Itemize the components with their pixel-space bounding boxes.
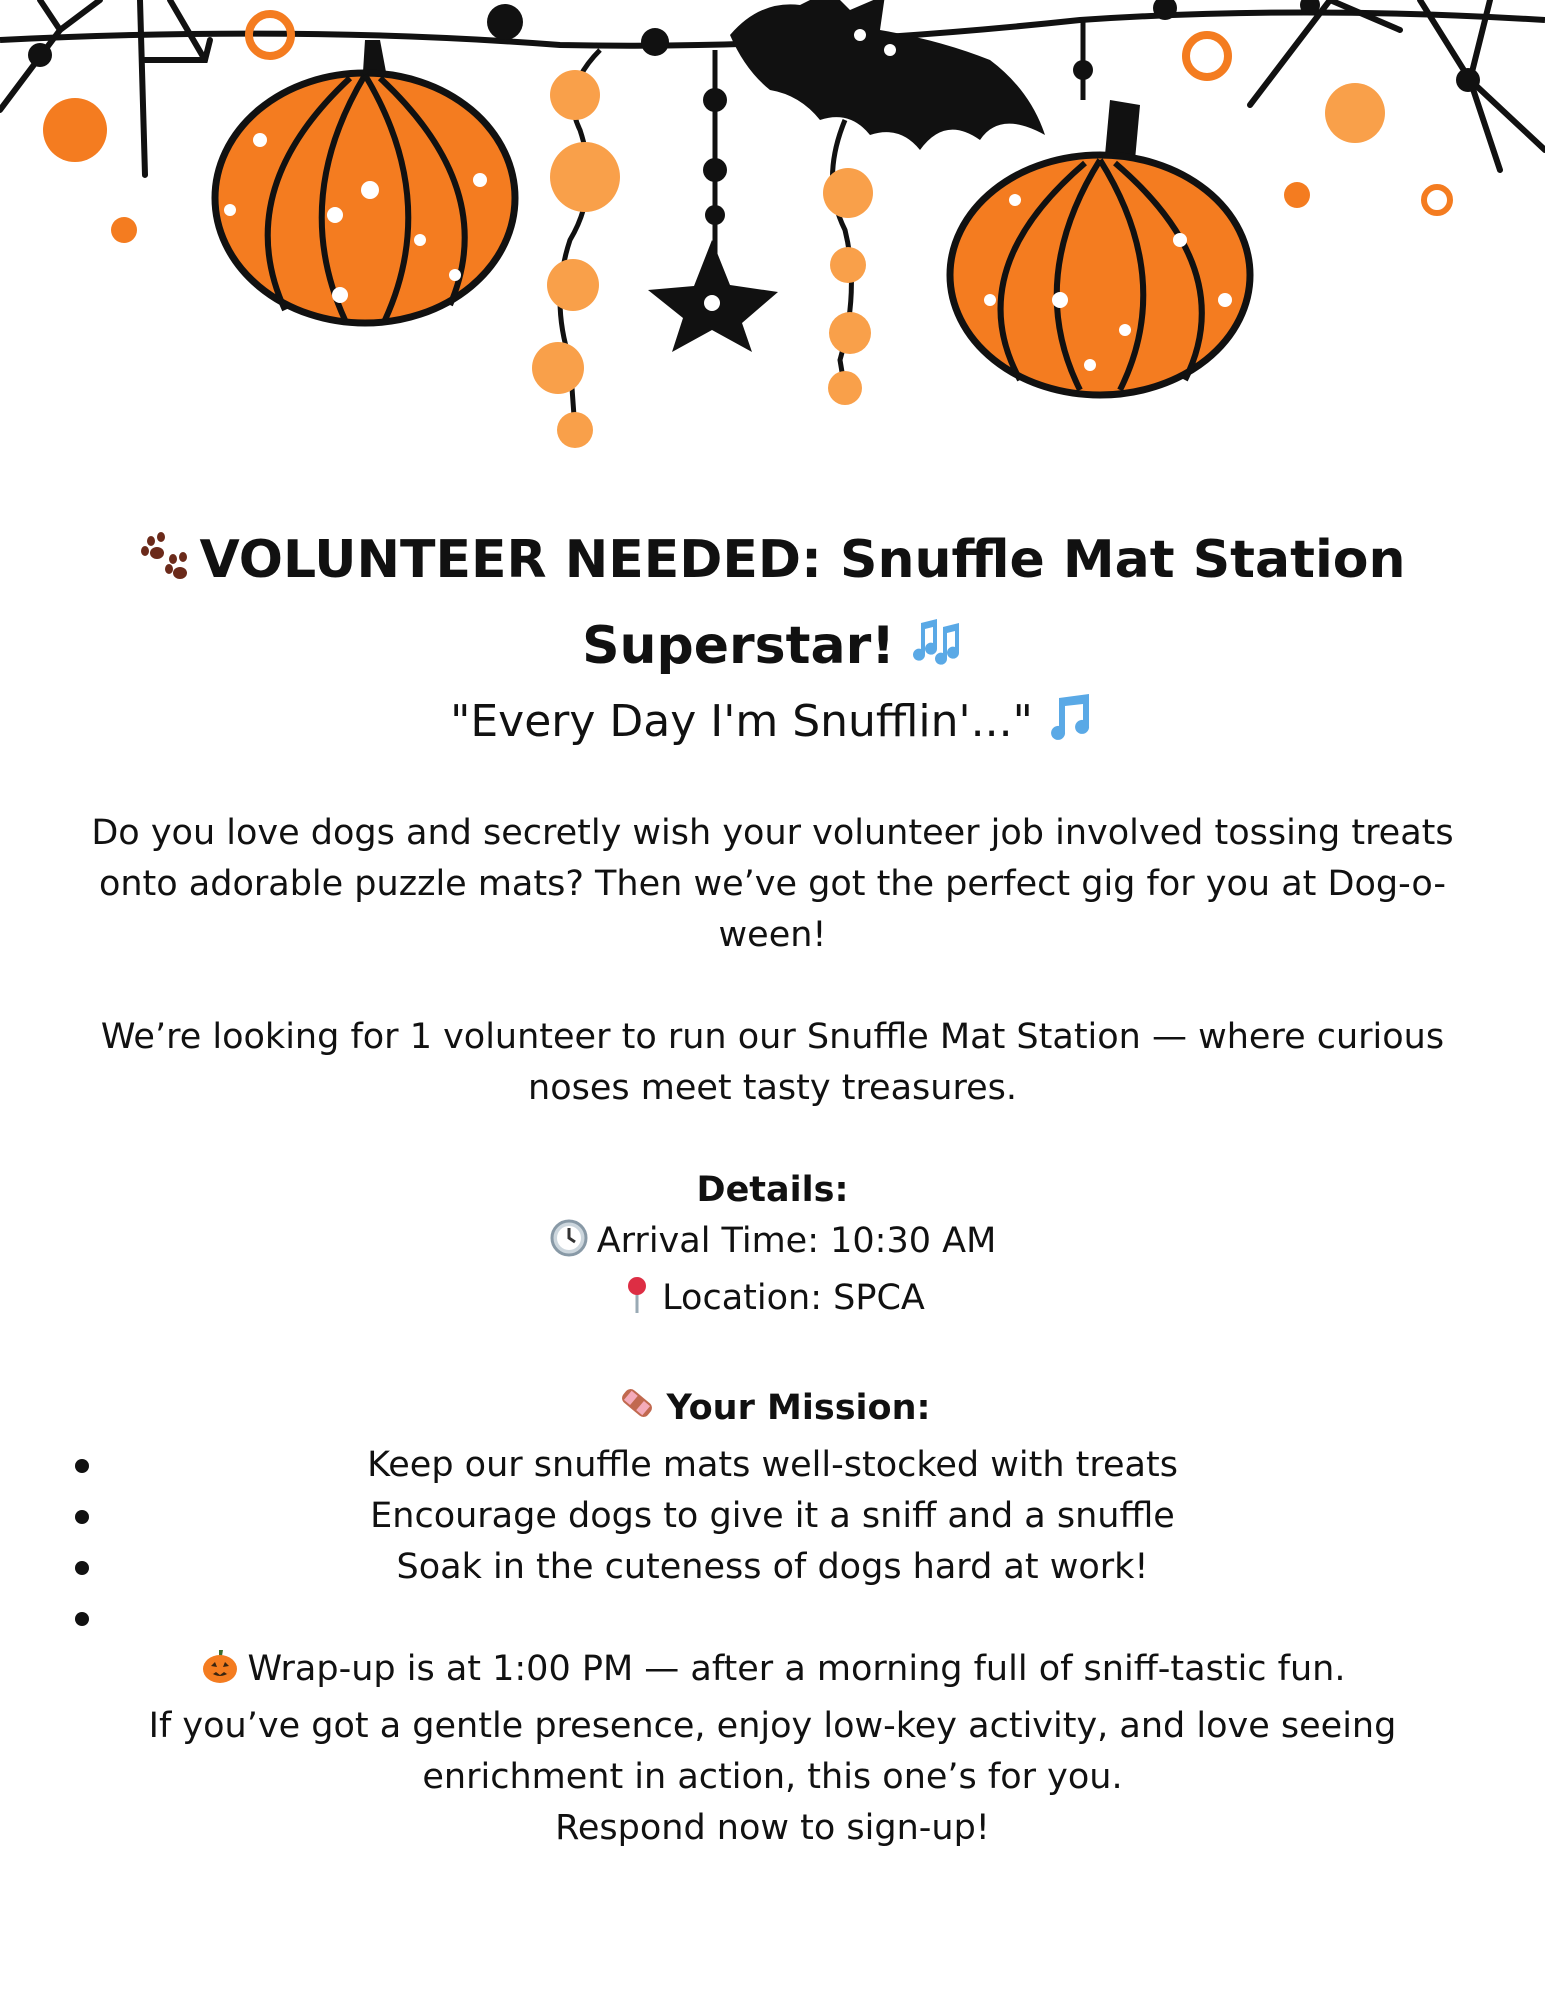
mission-heading-text: Your Mission: bbox=[666, 1388, 931, 1428]
bullet bbox=[75, 1561, 89, 1575]
list-item bbox=[0, 1440, 1545, 1491]
list-item bbox=[0, 1542, 1545, 1593]
bullet bbox=[75, 1510, 89, 1524]
clock-icon bbox=[549, 1218, 589, 1273]
call-to-action: Respond now to sign-up! bbox=[555, 1808, 990, 1848]
musical-note-icon bbox=[1045, 692, 1095, 758]
wrapup-line bbox=[0, 1644, 1545, 1701]
list-item bbox=[0, 1593, 1545, 1644]
intro-paragraph-2: We’re looking for 1 volunteer to run our Snuffle Mat Station — where curious noses meet tasty treasures. bbox=[100, 1017, 1445, 1108]
wrapup-text: Wrap-up is at 1:00 PM — after a morning full of sniff-tastic fun. bbox=[247, 1649, 1346, 1689]
mission-item-text: Encourage dogs to give it a sniff and a snuffle bbox=[370, 1496, 1175, 1536]
subtitle-text: "Every Day I'm Snufflin'..." bbox=[450, 696, 1033, 747]
round-pushpin-icon bbox=[620, 1275, 654, 1330]
mission-item-text: Soak in the cuteness of dogs hard at work! bbox=[396, 1547, 1149, 1587]
location-text: Location: SPCA bbox=[662, 1278, 925, 1318]
title-line-1: VOLUNTEER NEEDED: Snuffle Mat Station bbox=[199, 530, 1406, 590]
bullet bbox=[75, 1459, 89, 1473]
mission-heading bbox=[0, 1381, 1545, 1440]
paw-prints-icon bbox=[139, 526, 191, 606]
list-item bbox=[0, 1491, 1545, 1542]
mission-list bbox=[0, 1440, 1545, 1644]
location bbox=[0, 1273, 1545, 1330]
bullet bbox=[75, 1612, 89, 1626]
flyer-title bbox=[0, 520, 1545, 692]
intro-paragraph-1: Do you love dogs and secretly wish your volunteer job involved tossing treats onto adorable puzzle mats? Then we’ve got the perfect gig for you at Dog-o-ween! bbox=[91, 813, 1454, 955]
arrival-text: Arrival Time: 10:30 AM bbox=[596, 1221, 997, 1261]
arrival-time bbox=[0, 1216, 1545, 1273]
musical-notes-icon bbox=[907, 612, 963, 692]
halloween-garland-banner bbox=[0, 0, 1545, 470]
title-line-2: Superstar! bbox=[582, 616, 895, 676]
fit-text: If you’ve got a gentle presence, enjoy low-key activity, and love seeing enrichment in action, this one’s for you. bbox=[148, 1706, 1397, 1797]
flyer-content bbox=[0, 520, 1545, 1854]
jack-o-lantern-icon bbox=[200, 1646, 240, 1701]
details-heading: Details: bbox=[696, 1170, 849, 1210]
flyer-subtitle bbox=[0, 692, 1545, 758]
mission-item-text: Keep our snuffle mats well-stocked with treats bbox=[367, 1445, 1178, 1485]
dog-treat-icon bbox=[615, 1381, 659, 1440]
